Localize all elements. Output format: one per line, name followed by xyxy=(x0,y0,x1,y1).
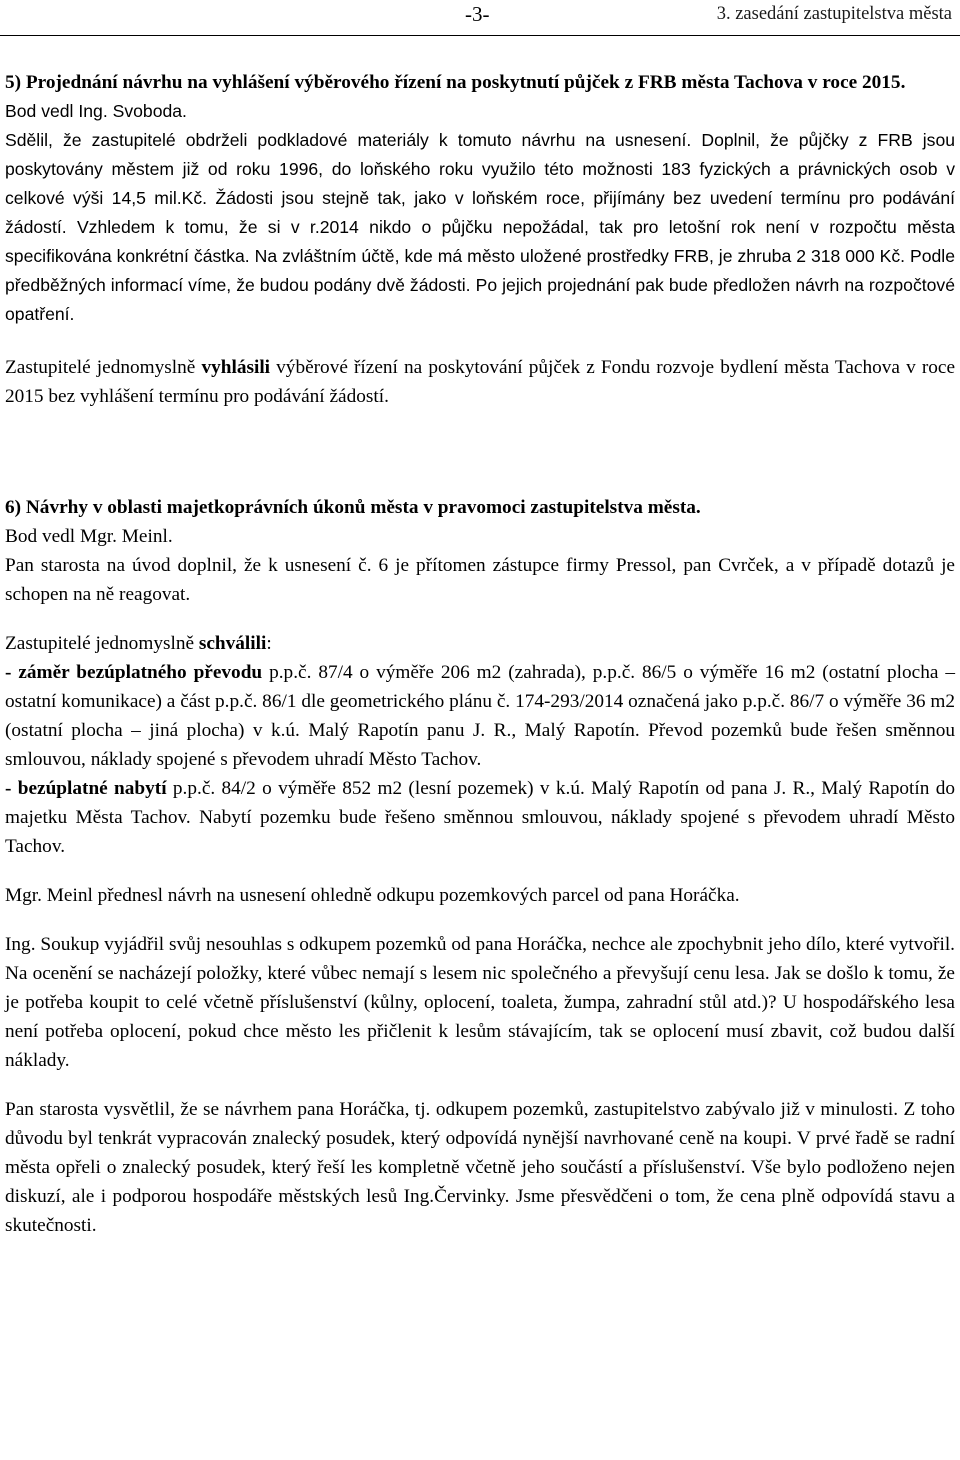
section5-heading: 5) Projednání návrhu na vyhlášení výběrového řízení na poskytnutí půjček z FRB města Tachova v roce 2015. xyxy=(5,72,906,93)
section5-resolution-prefix: Zastupitelé jednomyslně xyxy=(5,357,196,378)
section6-item2-label: - bezúplatné nabytí xyxy=(5,778,167,799)
section6-heading: 6) Návrhy v oblasti majetkoprávních úkonů města v pravomoci zastupitelstva města. xyxy=(5,497,701,518)
section5-led-by: Bod vedl Ing. Svoboda. xyxy=(5,101,187,121)
section6-intro: Pan starosta na úvod doplnil, že k usnesení č. 6 je přítomen zástupce firmy Pressol, pan Cvrček, a v případě dotazů je schopen na ně reagovat. xyxy=(5,555,955,605)
spacer xyxy=(5,910,955,930)
header-rule xyxy=(0,35,960,36)
section5-report-part4: Vzhledem k tomu, že si v r.2014 nikdo o půjčku nepožádal, tak pro letošní rok není v rozpočtu města specifikována konkrétní částka. xyxy=(5,217,955,266)
section6-approved-colon: : xyxy=(266,633,272,654)
spacer xyxy=(5,1075,955,1095)
section5-report-part2: Doplnil, že půjčky z FRB jsou poskytovány městem již od roku 1996, do loňského roku využilo této možnosti 183 fyzických a právnických osob v celkové výši 14,5 mil.Kč. xyxy=(5,130,956,208)
section6-soukup-statement: Ing. Soukup vyjádřil svůj nesouhlas s odkupem pozemků od pana Horáčka, nechce ale zpochybnit jeho dílo, které vytvořil. Na ocenění se nacházejí položky, které vůbec nemají s lesem nic společného a převyšují cenu lesa. Jak se došlo k tomu, že je potřeba koupit to celé včetně příslušenství (kůlny, oplocení, toaleta, žumpa, zahradní stůl atd.)? U hospodářského lesa není potřeba oplocení, pokud chce město les přičlenit k lesům stávajícím, tak se oplocení musí zbavit, což budou další náklady. xyxy=(5,934,955,1071)
section5-report-part6: Podle předběžných informací víme, že budou podány dvě žádosti. xyxy=(5,246,955,295)
section5-report-part5: Na zvláštním účtě, kde má město uložené prostředky FRB, je zhruba 2 318 000 Kč. xyxy=(254,246,906,266)
section6-item2 xyxy=(5,774,955,861)
section6-mayor-statement: Pan starosta vysvětlil, že se návrhem pana Horáčka, tj. odkupem pozemků, zastupitelstvo zabývalo již v minulosti. Z toho důvodu byl tenkrát vypracován znalecký posudek, který odpovídá nynější navrhované ceně na koupi. V prvé řadě se radní města opřeli o znalecký posudek, který řeší les kompletně včetně jeho součástí a příslušenství. Vše bylo podloženo nejen diskuzí, ale i podporou hospodáře městských lesů Ing.Červinky. Jsme přesvědčeni o tom, že cena plně odpovídá stavu a skutečnosti. xyxy=(5,1099,955,1236)
page-number: -3- xyxy=(465,2,490,26)
section6-item2-text: p.p.č. 84/2 o výměře 852 m2 (lesní pozemek) v k.ú. Malý Rapotín od pana J. R., Malý Rapotín do majetku Města Tachov. Nabytí pozemku bude řešeno směnnou smlouvou, náklady spojené s převodem uhradí Město Tachov. xyxy=(5,778,955,857)
running-title: 3. zasedání zastupitelstva města xyxy=(716,4,952,24)
spacer xyxy=(5,329,955,353)
section6-item1-label: - záměr bezúplatného převodu xyxy=(5,662,263,683)
section5-report-part3: Žádosti jsou stejně tak, jako v loňském roce, přijímány bez uvedení termínu pro podávání žádostí. xyxy=(5,188,955,237)
section5-report-part7: Po jejich projednání pak bude předložen návrh na rozpočtové opatření. xyxy=(5,275,955,324)
section5-report xyxy=(5,126,955,329)
section5-report-part1: Sdělil, že zastupitelé obdrželi podkladové materiály k tomuto návrhu na usnesení. xyxy=(5,130,692,150)
section6-approved-verb: schválili xyxy=(198,633,267,654)
section6-meinl-proposal: Mgr. Meinl přednesl návrh na usnesení ohledně odkupu pozemkových parcel od pana Horáčka. xyxy=(5,885,740,906)
section6-item1-text: p.p.č. 87/4 o výměře 206 m2 (zahrada), p.p.č. 86/5 o výměře 16 m2 (ostatní plocha – ostatní komunikace) a část p.p.č. 86/1 dle geometrického plánu č. 174-293/2014 označená jako p.p.č. 86/7 o výměře 36 m2 (ostatní plocha – jiná plocha) v k.ú. Malý Rapotín panu J. R., Malý Rapotín. Převod pozemků bude řešen směnnou smlouvou, náklady spojené s převodem uhradí Město Tachov. xyxy=(5,662,956,770)
section6-led-by: Bod vedl Mgr. Meinl. xyxy=(5,526,173,547)
section5-resolution-text: výběrové řízení na poskytování půjček z Fondu rozvoje bydlení města Tachova v roce 2015 bez vyhlášení termínu pro podávání žádostí. xyxy=(5,357,955,407)
spacer xyxy=(5,411,955,493)
page-header xyxy=(0,0,960,40)
section5-resolution-verb: vyhlásili xyxy=(201,357,271,378)
spacer xyxy=(5,609,955,629)
section5-resolution xyxy=(5,353,955,411)
section6-item1 xyxy=(5,658,955,774)
section6-approved xyxy=(5,629,955,658)
document-body xyxy=(5,68,955,1240)
section6-approved-prefix: Zastupitelé jednomyslně xyxy=(5,633,195,654)
spacer xyxy=(5,861,955,881)
